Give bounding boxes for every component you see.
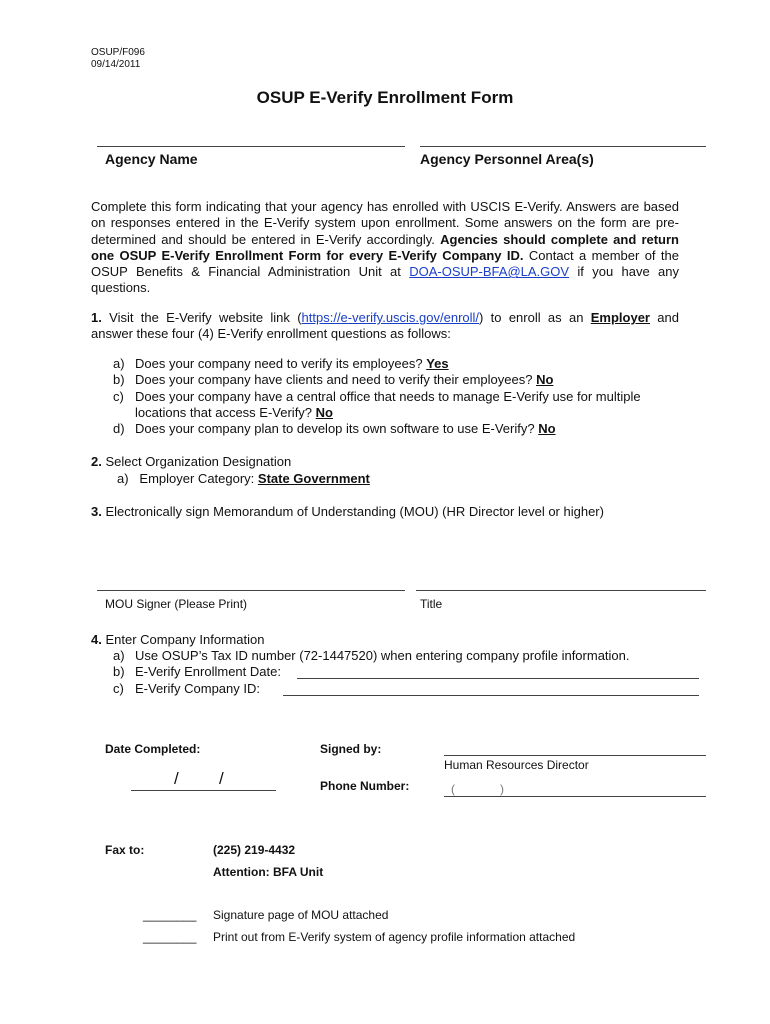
fax-to-label: Fax to: [105, 843, 145, 857]
question-text: Does your company have a central office that needs to manage E-Verify use for multiple locations that access E-Verify? [135, 388, 641, 420]
employer-category-value: State Government [257, 471, 370, 486]
intro-text: Complete this form indicating that your agency has enrolled with USCIS E-Verify. Answers are based on responses entered in the E-Verify system upon enrollment. Some answers on the form are pre-determined and should be entered in E-Verify accordingly. [91, 199, 679, 247]
answer-no: No [538, 421, 556, 437]
answer-no: No [315, 404, 333, 420]
everify-enroll-link[interactable]: https://e-verify.uscis.gov/enroll/ [301, 310, 480, 325]
enrollment-date-label: E-Verify Enrollment Date: [135, 664, 281, 680]
agency-name-label: Agency Name [105, 151, 198, 167]
hr-director-label: Human Resources Director [444, 758, 589, 772]
area-code-close: ) [500, 782, 504, 796]
step4-text: Enter Company Information [101, 632, 265, 647]
checklist-blank-1[interactable]: ________ [143, 908, 197, 922]
mou-signer-line[interactable] [97, 590, 405, 591]
list-marker: a) [113, 648, 125, 663]
list-marker: b) [113, 372, 125, 388]
answer-no: No [536, 372, 554, 388]
form-code: OSUP/F096 [91, 47, 145, 58]
intro-contact-text: Contact a member of the OSUP Benefits & Financial Administration Unit at [91, 247, 679, 280]
list-item [113, 389, 683, 422]
list-marker: c) [113, 388, 124, 404]
employer-answer: Employer [590, 310, 650, 325]
step3-number: 3. [91, 504, 102, 519]
mou-signer-label: MOU Signer (Please Print) [105, 597, 248, 611]
date-completed-field[interactable] [131, 790, 276, 791]
step1-text-c: and answer these four (4) E-Verify enrollment questions as follows: [91, 310, 679, 342]
step4-heading [91, 632, 264, 648]
employer-category-label: Employer Category: [139, 471, 258, 486]
phone-number-field[interactable] [444, 796, 706, 797]
form-code-block [91, 47, 145, 71]
step2-text: Select Organization Designation [101, 454, 292, 469]
form-date: 09/14/2011 [91, 59, 141, 70]
tax-id-text: Use OSUP’s Tax ID number (72-1447520) when entering company profile information. [135, 648, 630, 663]
step2-heading [91, 454, 291, 470]
phone-number-label: Phone Number: [320, 779, 410, 793]
question-text: Does your company plan to develop its own software to use E-Verify? [135, 421, 539, 437]
intro-bold-text: Agencies should complete and return one OSUP E-Verify Enrollment Form for every E-Verify Company ID. [91, 231, 679, 263]
fax-number: (225) 219-4432 [213, 843, 296, 857]
checklist-blank-2[interactable]: ________ [143, 930, 197, 944]
list-item [113, 421, 683, 437]
intro-paragraph [91, 199, 679, 297]
step4-number: 4. [91, 632, 102, 647]
list-item [113, 372, 683, 388]
list-item [113, 648, 703, 664]
title-line[interactable] [416, 590, 706, 591]
step3-text: Electronically sign Memorandum of Understanding (MOU) (HR Director level or higher) [101, 504, 604, 519]
step1-text-b: ) to enroll as an [479, 310, 591, 325]
step2-item [117, 471, 370, 487]
enrollment-date-field[interactable] [297, 678, 699, 679]
personnel-area-line[interactable] [420, 146, 706, 147]
checklist-item-profile: Print out from E-Verify system of agency profile information attached [213, 930, 576, 944]
step2-number: 2. [91, 454, 102, 469]
step3-heading [91, 504, 604, 520]
title-label: Title [420, 597, 443, 611]
attention-line: Attention: BFA Unit [213, 865, 324, 879]
checklist-item-mou: Signature page of MOU attached [213, 908, 389, 922]
agency-name-line[interactable] [97, 146, 405, 147]
date-completed-label: Date Completed: [105, 742, 201, 756]
list-marker: a) [117, 471, 129, 486]
intro-closing-text: if you have any questions. [91, 264, 680, 296]
step1-instructions [91, 310, 679, 343]
signed-by-line[interactable] [444, 755, 706, 756]
company-id-field[interactable] [283, 695, 699, 696]
page-title: OSUP E-Verify Enrollment Form [256, 88, 514, 107]
list-item [113, 356, 683, 372]
question-text: Does your company need to verify its employees? [135, 356, 427, 371]
answer-yes: Yes [426, 356, 449, 371]
signed-by-label: Signed by: [320, 742, 382, 756]
date-slash-2: / [219, 769, 224, 788]
step1-text-a: Visit the E-Verify website link ( [101, 310, 302, 325]
list-marker: c) [113, 680, 124, 696]
area-code-open: ( [451, 782, 455, 796]
step1-question-list [113, 356, 683, 437]
step1-number: 1. [91, 310, 102, 325]
list-marker: a) [113, 356, 125, 371]
personnel-area-label: Agency Personnel Area(s) [420, 151, 594, 167]
question-text: Does your company have clients and need to verify their employees? [135, 372, 537, 388]
contact-email-link[interactable]: DOA-OSUP-BFA@LA.GOV [409, 264, 570, 280]
step4-list [113, 648, 703, 697]
date-slash-1: / [174, 769, 179, 788]
list-marker: b) [113, 664, 125, 680]
list-marker: d) [113, 421, 125, 437]
company-id-label: E-Verify Company ID: [135, 680, 260, 696]
